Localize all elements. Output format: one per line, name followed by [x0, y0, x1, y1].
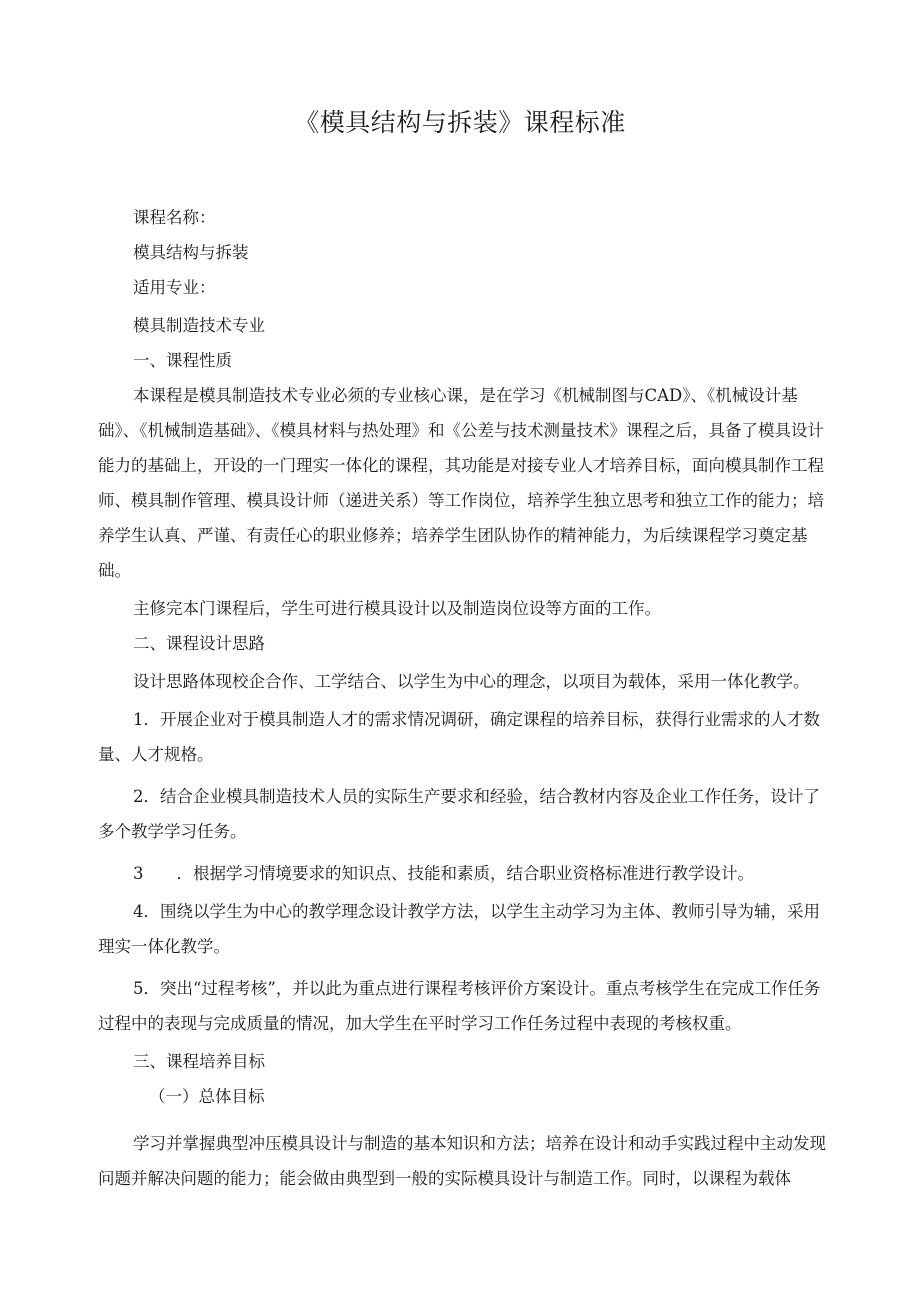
major-value: 模具制造技术专业 — [133, 316, 265, 335]
design-intro: 设计思路体现校企合作、工学结合、以学生为中心的理念，以项目为载体，采用一体化教学。 — [133, 672, 810, 691]
document-title: 《模具结构与拆装》课程标准 — [294, 108, 626, 137]
nature-paragraph: 本课程是模具制造技术专业必须的专业核心课，是在学习《机械制图与CAD》、《机械设计基础》、《机械制造基础》、《模具材料与热处理》和《公差与技术测量技术》课程之后，具备了模具设计能力的基础上，开设的一门理实一体化的课程，其功能是对接专业人才培养目标，面向模具制作工程师、模具制作管理、模具设计师（递进关系）等工作岗位，培养学生独立思考和独立工作的能力；培养学生认真、严谨、有责任心的职业修养；培养学生团队协作的精神能力，为后续课程学习奠定基础。 — [98, 386, 824, 580]
design-item-4: 4．围绕以学生为中心的教学理念设计教学方法，以学生主动学习为主体、教师引导为辅，采用理实一体化教学。 — [98, 902, 820, 956]
design-item-3: 3 ．根据学习情境要求的知识点、技能和素质，结合职业资格标准进行教学设计。 — [133, 864, 754, 883]
section-heading-design: 二、课程设计思路 — [133, 634, 265, 653]
overall-goal-paragraph: 学习并掌握典型冲压模具设计与制造的基本知识和方法；培养在设计和动手实践过程中主动发现问题并解决问题的能力；能会做由典型到一般的实际模具设计与制造工作。同时，以课程为载体 — [98, 1134, 826, 1188]
design-item-5: 5．突出“过程考核”，并以此为重点进行课程考核评价方案设计。重点考核学生在完成工作任务过程中的表现与完成质量的情况，加大学生在平时学习工作任务过程中表现的考核权重。 — [98, 979, 821, 1033]
course-name-value: 模具结构与拆装 — [133, 243, 249, 262]
section-heading-nature: 一、课程性质 — [133, 351, 232, 370]
section-heading-goals: 三、课程培养目标 — [133, 1052, 265, 1071]
nature-paragraph-2: 主修完本门课程后，学生可进行模具设计以及制造岗位设等方面的工作。 — [133, 599, 661, 618]
course-name-label: 课程名称： — [133, 208, 216, 227]
major-label: 适用专业： — [133, 278, 216, 297]
design-item-2: 2．结合企业模具制造技术人员的实际生产要求和经验，结合教材内容及企业工作任务，设计了多个教学学习任务。 — [98, 787, 820, 841]
subheading-overall-goal: （一）总体目标 — [149, 1087, 265, 1106]
design-item-1: 1．开展企业对于模具制造人才的需求情况调研，确定课程的培养目标，获得行业需求的人才数量、人才规格。 — [98, 710, 820, 764]
document-body — [98, 200, 830, 1196]
